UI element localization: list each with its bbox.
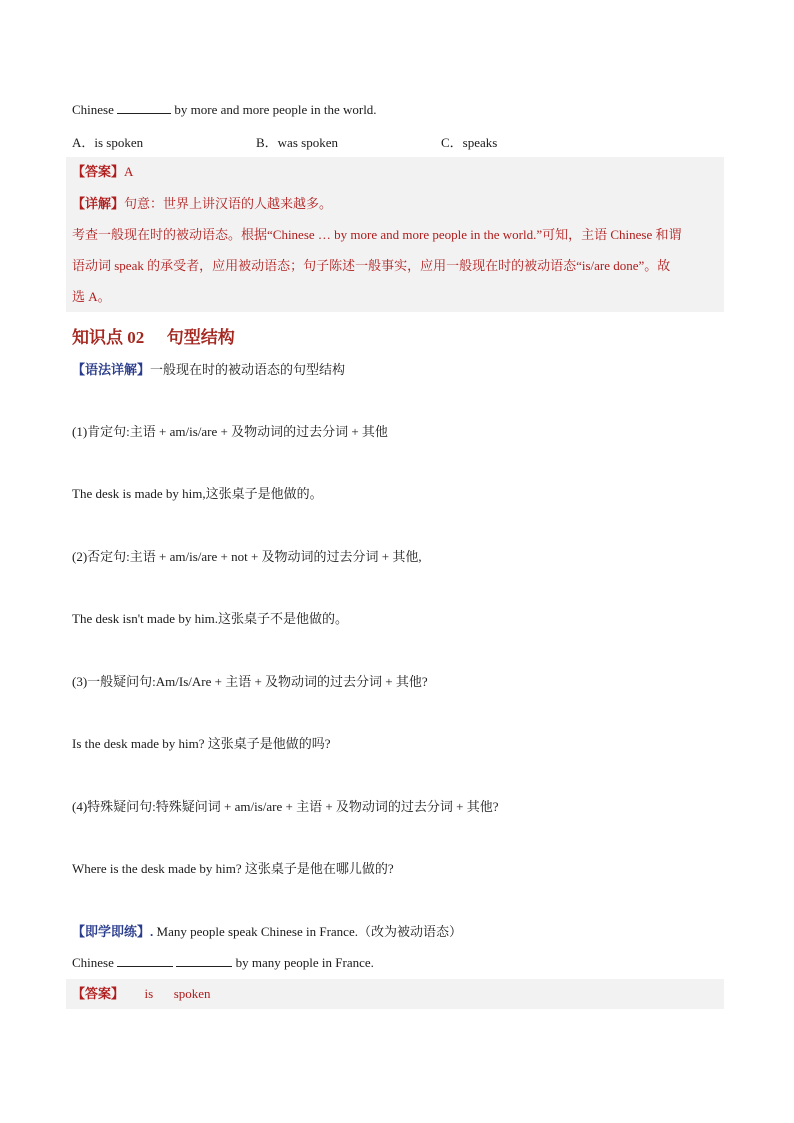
practice-blank-2 [176,954,232,967]
option-a [72,132,143,151]
option-c [441,132,497,151]
stem-after: by more and more people in the world. [174,102,377,117]
grammar-rule-1: (1)肯定句:主语 + am/is/are + 及物动词的过去分词 + 其他 [72,424,388,439]
option-a-letter: A． [72,135,95,150]
practice-answer-1: is [144,986,154,1001]
grammar-intro-text: 一般现在时的被动语态的句型结构 [150,362,346,377]
grammar-tag: 【语法详解】 [72,362,151,377]
stem-before: Chinese [72,102,114,117]
question-stem [72,101,377,119]
option-b-text: was spoken [277,135,338,150]
practice-stem-before: Chinese [72,955,114,970]
grammar-example-2: The desk isn't made by him.这张桌子不是他做的。 [72,611,349,626]
practice-prompt-text: Many people speak Chinese in France.（改为被动语态） [156,924,462,939]
option-b [256,132,338,151]
detail-line-4: 选 A。 [72,289,111,304]
grammar-rule-4: (4)特殊疑问句:特殊疑问词 + am/is/are + 主语 + 及物动词的过去分词 + 其他? [72,799,499,814]
answer-blank [117,101,171,114]
option-c-text: speaks [462,135,498,150]
detail-line-2: 考查一般现在时的被动语态。根据“Chinese … by more and more people in the world.”可知，主语 Chinese 和谓 [72,227,682,242]
grammar-example-1: The desk is made by him,这张桌子是他做的。 [72,486,323,501]
answer-tag: 【答案】 [72,164,125,179]
practice-answer-tag: 【答案】 [72,986,125,1001]
detail-line-3: 语动词 speak 的承受者，应用被动语态；句子陈述一般事实，应用一般现在时的被动语态“is/are done”。故 [72,258,671,273]
grammar-rule-2: (2)否定句:主语 + am/is/are + not + 及物动词的过去分词 + 其他, [72,549,422,564]
grammar-rule-3: (3)一般疑问句:Am/Is/Are + 主语 + 及物动词的过去分词 + 其他? [72,674,428,689]
practice-stem-after: by many people in France. [235,955,374,970]
section-title: 句型结构 [166,328,235,347]
practice-answer-2: spoken [173,986,211,1001]
answer-line [72,163,133,181]
detail-translation: 句意：世界上讲汉语的人越来越多。 [124,196,333,211]
section-number: 知识点 02 [72,328,145,347]
practice-tag: 【即学即练】. [72,924,154,939]
answer-value: A [124,164,134,179]
practice-blank-1 [117,954,173,967]
option-c-letter: C． [441,135,463,150]
practice-prompt [72,923,462,941]
detail-line-1 [72,195,332,213]
section-heading [72,323,235,348]
practice-stem [72,954,374,972]
detail-tag: 【详解】 [72,196,125,211]
option-b-letter: B． [256,135,278,150]
grammar-intro [72,361,345,379]
grammar-example-3: Is the desk made by him? 这张桌子是他做的吗? [72,736,331,751]
grammar-example-4: Where is the desk made by him? 这张桌子是他在哪儿做的? [72,861,394,876]
practice-answer-line [72,985,211,1003]
option-a-text: is spoken [94,135,144,150]
